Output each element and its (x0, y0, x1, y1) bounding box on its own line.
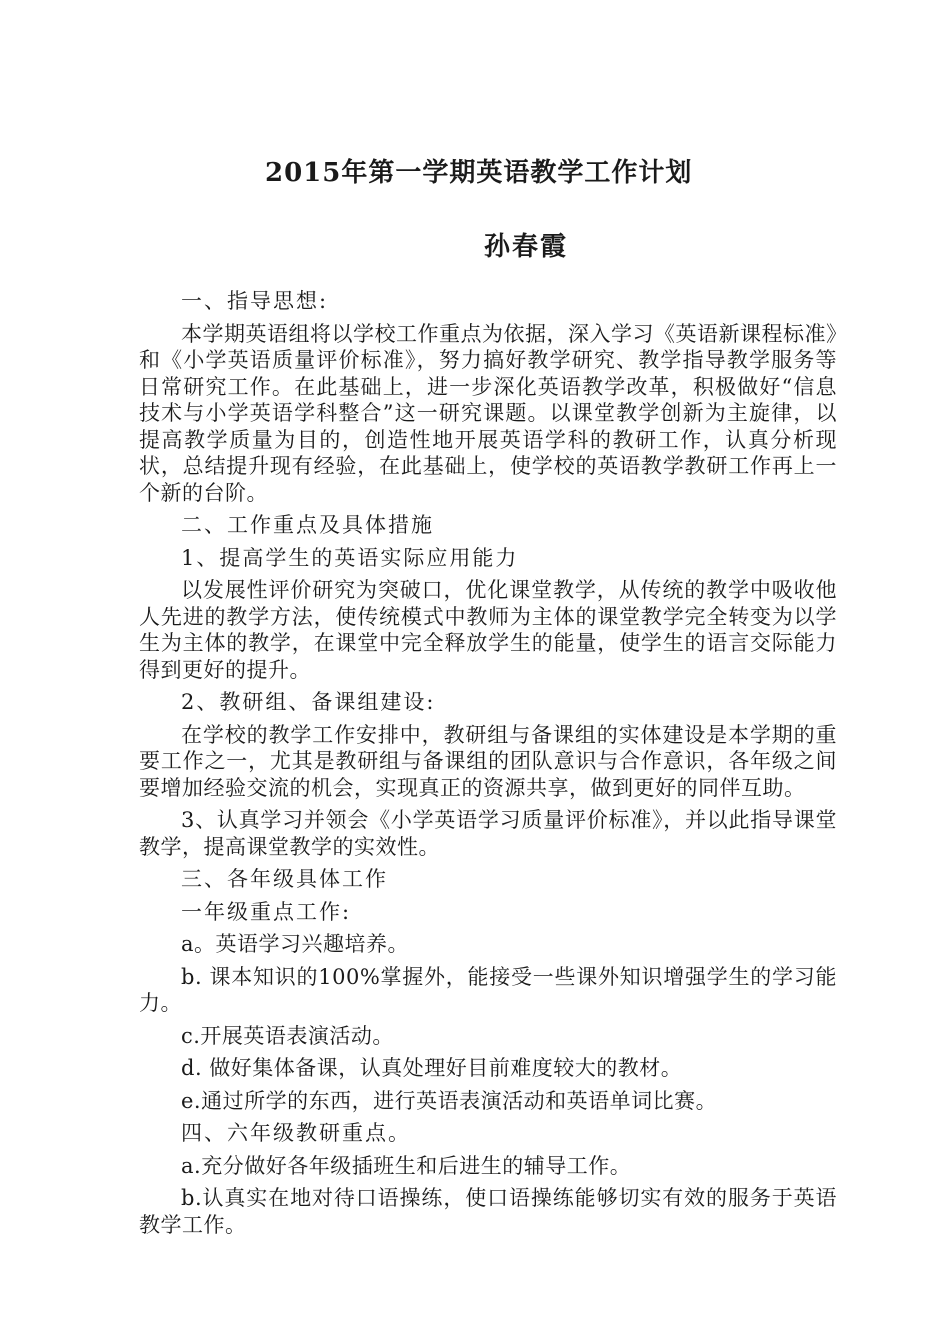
subheading-application-ability: 1、提高学生的英语实际应用能力 (181, 545, 519, 570)
section-heading-grade-work: 三、各年级具体工作 (181, 867, 388, 891)
document-author: 孙春霞 (484, 232, 569, 262)
paragraph-guiding-thought: 本学期英语组将以学校工作重点为依据，深入学习《英语新课程标准》和《小学英语质量评价标准》，努力搞好教学研究、教学指导教学服务等日常研究工作。在此基础上，进一步深化英语教学改革，积极做好“信息技术与小学英语学科整合”这一研究课题。以课堂教学创新为主旋律，以提高教学质量为目的，创造性地开展英语学科的教研工作，认真分析现状，总结提升现有经验，在此基础上，使学校的英语教学教研工作再上一个新的台阶。 (139, 321, 837, 505)
section-heading-guiding-thought: 一、指导思想: (181, 289, 329, 313)
paragraph-application-ability: 以发展性评价研究为突破口，优化课堂教学，从传统的教学中吸收他人先进的教学方法，使传统模式中教师为主体的课堂教学完全转变为以学生为主体的教学，在课堂中完全释放学生的能量，使学生的语言交际能力得到更好的提升。 (139, 578, 837, 682)
list-item-grade-one-b: b. 课本知识的100%掌握外，能接受一些课外知识增强学生的学习能力。 (139, 964, 837, 1015)
list-item-grade-one-c: c.开展英语表演活动。 (181, 1023, 394, 1048)
subheading-teaching-group: 2、教研组、备课组建设: (181, 690, 436, 714)
list-item-grade-six-a: a.充分做好各年级插班生和后进生的辅导工作。 (181, 1153, 632, 1178)
section-heading-work-focus: 二、工作重点及具体措施 (181, 513, 434, 537)
subheading-grade-one: 一年级重点工作: (181, 899, 352, 924)
list-item-grade-one-a: a。英语学习兴趣培养。 (181, 932, 410, 956)
section-heading-grade-six: 四、六年级教研重点。 (181, 1121, 411, 1145)
paragraph-evaluation-standard: 3、认真学习并领会《小学英语学习质量评价标准》，并以此指导课堂教学，提高课堂教学的实效性。 (139, 808, 837, 859)
document-title: 2015年第一学期英语教学工作计划 (265, 158, 693, 188)
list-item-grade-six-b: b.认真实在地对待口语操练，使口语操练能够切实有效的服务于英语教学工作。 (139, 1186, 837, 1237)
paragraph-teaching-group: 在学校的教学工作安排中，教研组与备课组的实体建设是本学期的重要工作之一，尤其是教研组与备课组的团队意识与合作意识，各年级之间要增加经验交流的机会，实现真正的资源共享，做到更好的同伴互助。 (139, 722, 837, 800)
list-item-grade-one-d: d. 做好集体备课，认真处理好目前难度较大的教材。 (181, 1056, 683, 1080)
document-body (139, 288, 837, 1244)
list-item-grade-one-e: e.通过所学的东西，进行英语表演活动和英语单词比赛。 (181, 1088, 718, 1113)
